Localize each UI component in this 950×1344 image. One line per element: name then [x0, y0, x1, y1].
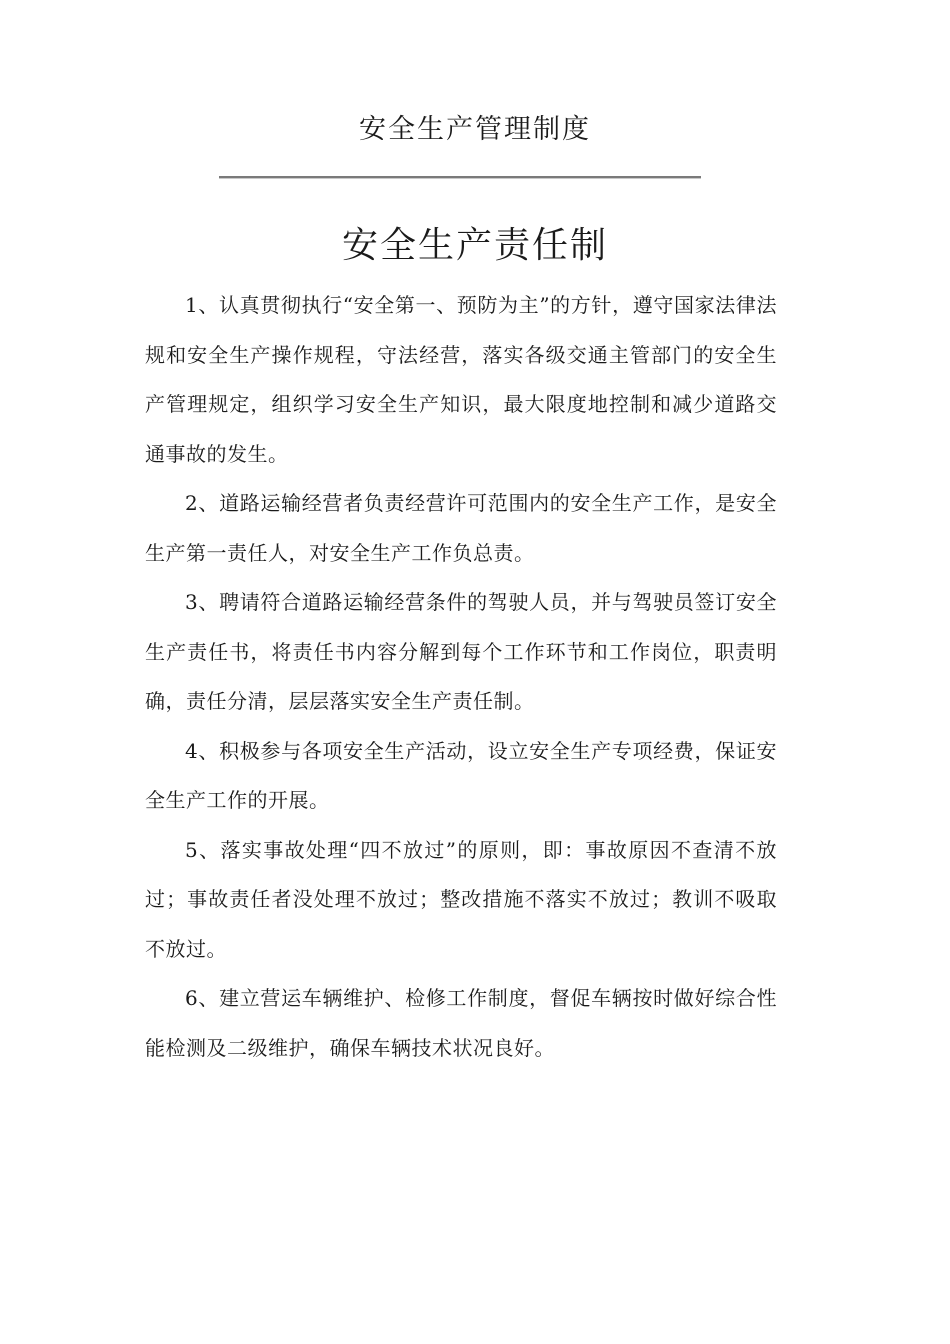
paragraph-5: 5、落实事故处理“四不放过”的原则，即：事故原因不查清不放过；事故责任者没处理不放过；整改措施不落实不放过；教训不吸取不放过。: [145, 837, 777, 961]
header-divider: [219, 176, 701, 179]
paragraph-3: 3、聘请符合道路运输经营条件的驾驶人员，并与驾驶员签订安全生产责任书，将责任书内容分解到每个工作环节和工作岗位，职责明确，责任分清，层层落实安全生产责任制。: [145, 590, 777, 713]
paragraph-6: 6、建立营运车辆维护、检修工作制度，督促车辆按时做好综合性能检测及二级维护，确保车辆技术状况良好。: [145, 986, 777, 1060]
paragraph-1: 1、认真贯彻执行“安全第一、预防为主”的方针，遵守国家法律法规和安全生产操作规程，守法经营，落实各级交通主管部门的安全生产管理规定，组织学习安全生产知识，最大限度地控制和减少道路交通事故的发生。: [145, 293, 777, 466]
paragraph-4: 4、积极参与各项安全生产活动，设立安全生产专项经费，保证安全生产工作的开展。: [145, 738, 777, 812]
document-title: 安全生产责任制: [341, 225, 608, 266]
document-body: [145, 281, 777, 1073]
paragraph-2: 2、道路运输经营者负责经营许可范围内的安全生产工作，是安全生产第一责任人，对安全生产工作负总责。: [145, 491, 777, 565]
header-title: 安全生产管理制度: [359, 114, 591, 145]
